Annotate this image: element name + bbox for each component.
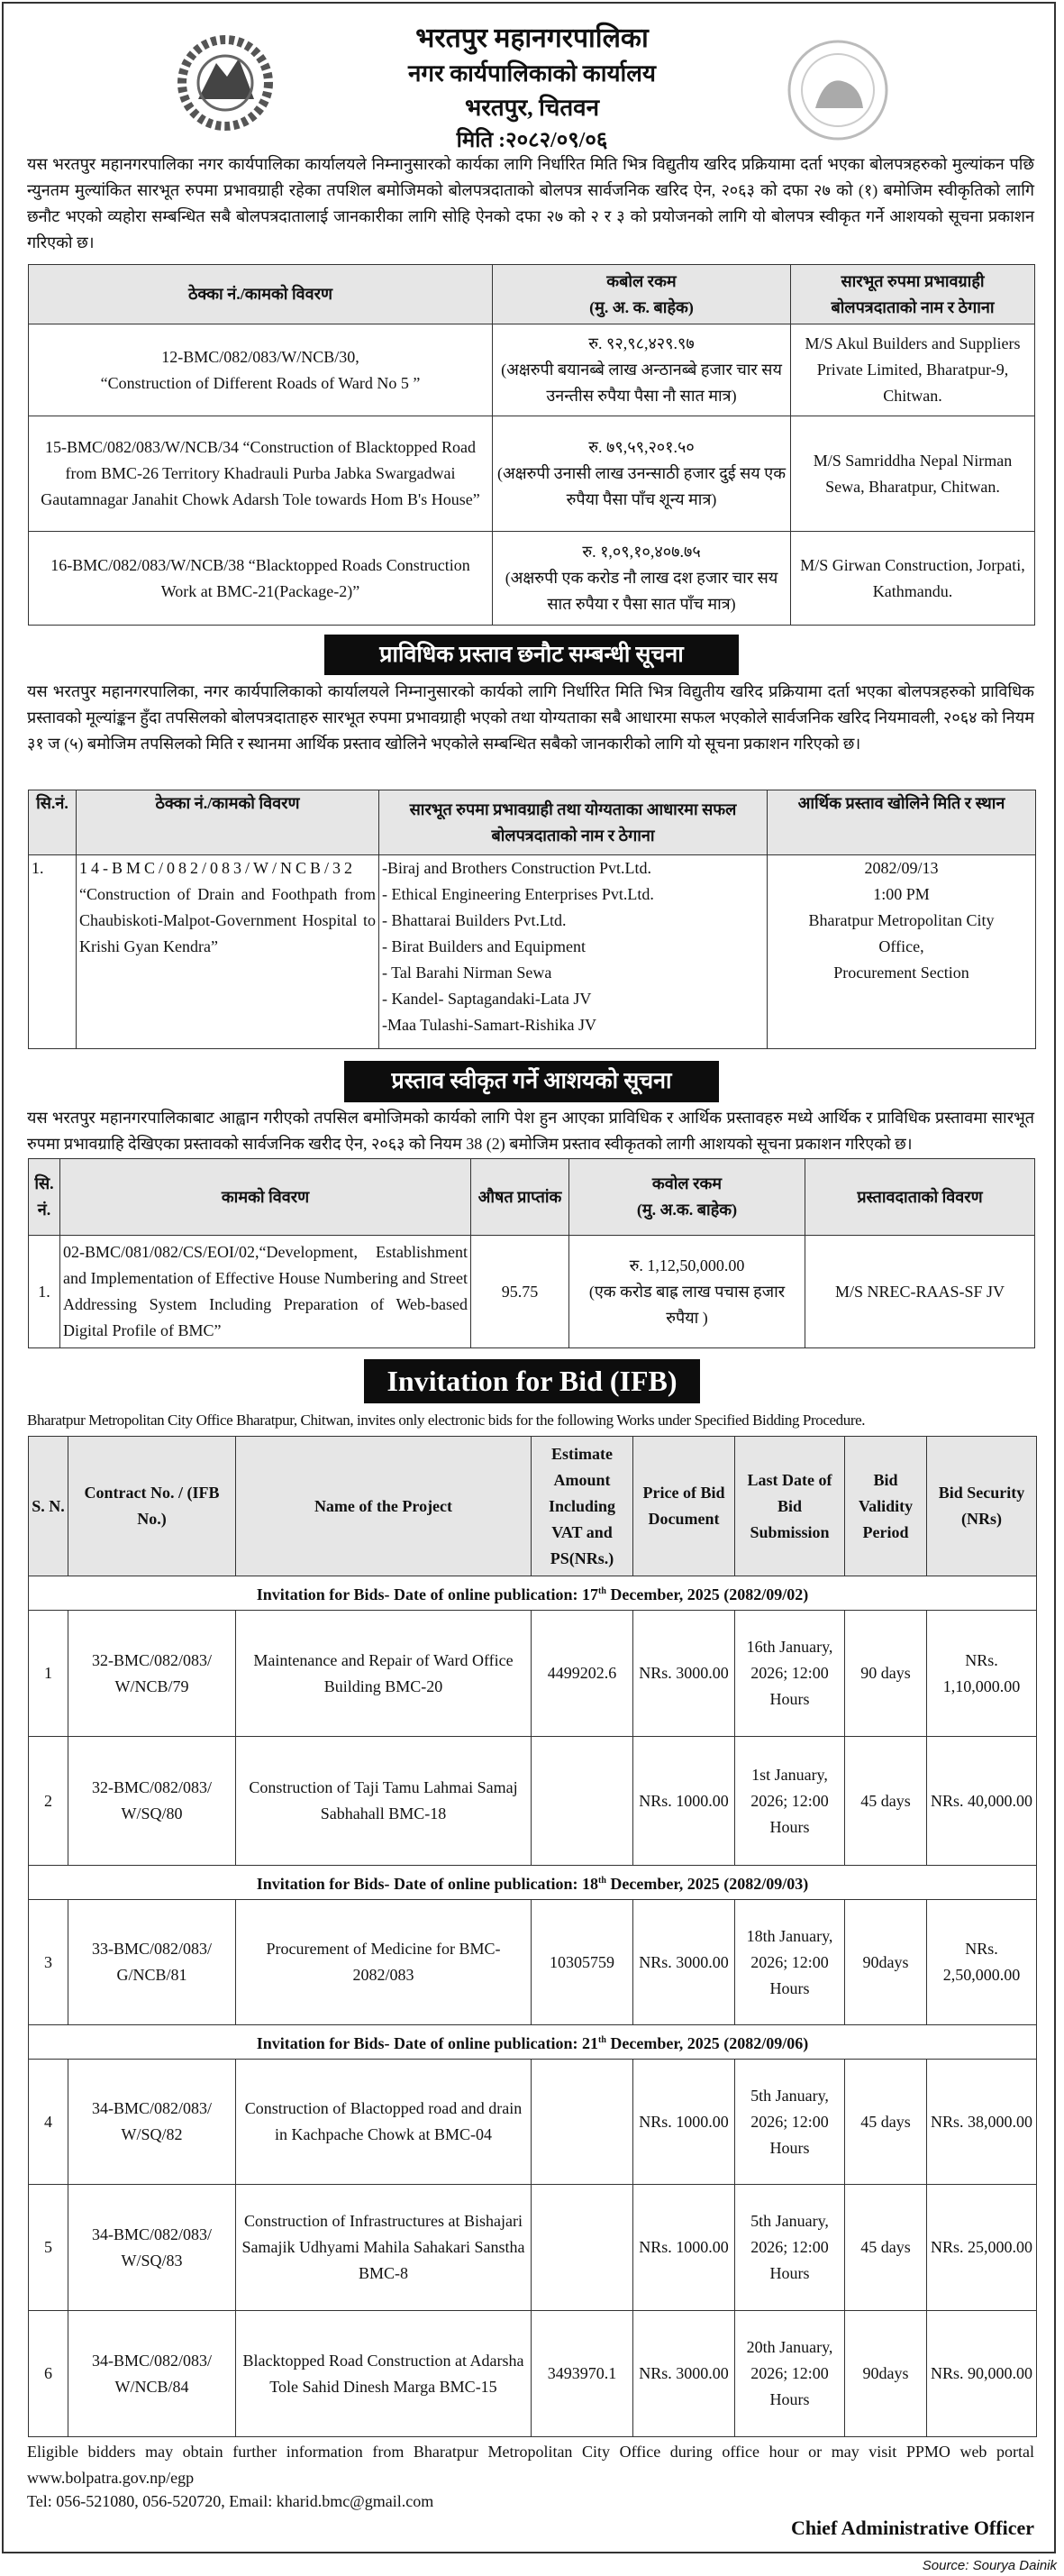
table-row: 15-BMC/082/083/W/NCB/34 “Construction of Blacktopped Road from BMC-26 Territory Khadrauli Purba Jabka Swargadwai Gautamnagar Janahit Chowk Adarsh Tole towards Hom B's House” रु. ७९,५९,२०१.५० (अक्षरुपी उनासी लाख उनन्साठी हजार दुई सय एक रुपैया पैसा पाँच शून्य मात्र) M/S Samriddha Nepal Nirman Sewa, Bharatpur, Chitwan.: [29, 416, 1035, 532]
col-contract: ठेक्का नं./कामको विवरण: [29, 265, 493, 324]
table-row: [29, 1737, 1037, 1866]
cell-price: NRs. 3000.00: [633, 1611, 735, 1737]
cell-estimate: 3493970.1: [532, 2311, 633, 2437]
notice3-title: प्रस्ताव स्वीकृत गर्ने आशयको सूचना: [344, 1061, 719, 1102]
table-row: [29, 1900, 1037, 2025]
cell-contract: 32-BMC/082/083/ W/NCB/79: [68, 1611, 236, 1737]
table-row: 1. 14-BMC/082/083/W/NCB/32 “Construction of Drain and Foothpath from Chaubiskoti-Malpot-Government Hospital to Krishi Gyan Kendra” -Biraj and Brothers Construction Pvt.Ltd. - Ethical Engineering Enterprises Pvt.Ltd. - Bhattarai Builders Pvt.Ltd. - Birat Builders and Equipment - Tal Barahi Nirman Sewa - Kandel- Saptagandaki-Lata JV -Maa Tulashi-Samart-Rishika JV 2082/09/13 1:00 PM Bharatpur Metropolitan City Office, Procurement Section: [29, 855, 1036, 1049]
cell-contract: 32-BMC/082/083/ W/SQ/80: [68, 1737, 236, 1866]
cell-sn: 1: [29, 1611, 68, 1737]
cell-sn: 4: [29, 2060, 68, 2185]
table-row: 12-BMC/082/083/W/NCB/30, “Construction of Different Roads of Ward No 5 ” रु. ९२,९८,४२९.९७ (अक्षरुपी बयानब्बे लाख अन्ठानब्बे हजार चार सय उनन्तीस रुपैया पैसा नौ सात मात्र) M/S Akul Builders and Suppliers Private Limited, Bharatpur-9, Chitwan.: [29, 324, 1035, 416]
cell-estimate: [532, 2185, 633, 2311]
cell-validity: 90days: [845, 1900, 927, 2025]
cell-estimate: [532, 1737, 633, 1866]
cell-validity: 90days: [845, 2311, 927, 2437]
signatory: Chief Administrative Officer: [790, 2517, 1034, 2539]
col-amount: कबोल रकम (मु. अ. क. बाहेक): [493, 265, 791, 324]
cell-contract: 34-BMC/082/083/ W/SQ/83: [68, 2185, 236, 2311]
notice2-paragraph: यस भरतपुर महानगरपालिका, नगर कार्यपालिकाको कार्यालयले निम्नानुसारको कार्यको लागि निर्धारित मिति भित्र विद्युतीय खरिद प्रक्रियामा दर्ता भएका बोलपत्रहरुको प्राविधिक प्रस्तावको मूल्यांङ्कन हुँदा तपसिलको बोलपत्रदाताहरु सारभूत रुपमा प्रभावग्राही भएको तथा योग्यताका सबै आधारमा सफल भएकोले सार्वजनिक खरिद नियमावली, २०६४ को नियम ३१ ज (५) बमोजिम तपसिलको मिति र स्थानमा आर्थिक प्रस्ताव खोलिने भएकोले सम्बन्धित सबैको जानकारीको लागि यो सूचना प्रकाशन गरिएको छ।: [27, 682, 1034, 753]
cell-sn: 5: [29, 2185, 68, 2311]
table-row: [29, 2311, 1037, 2437]
ifb-intro: Bharatpur Metropolitan City Office Bharatpur, Chitwan, invites only electronic bids for the following Works under Specified Bidding Procedure.: [27, 1411, 866, 1429]
office-title: नगर कार्यपालिकाको कार्यालय: [408, 60, 656, 87]
footer-info: Eligible bidders may obtain further information from Bharatpur Metropolitan City Office during office hour or may visit PPMO web portal www.bolpatra.gov.np/egp: [27, 2443, 1034, 2487]
cell-estimate: 4499202.6: [532, 1611, 633, 1737]
cell-security: NRs. 25,000.00: [927, 2185, 1037, 2311]
notice1-paragraph: यस भरतपुर महानगरपालिका नगर कार्यपालिका कार्यालयले निम्नानुसारको कार्यका लागि निर्धारित मिति भित्र विद्युतीय खरिद प्रक्रियामा दर्ता भएका बोलपत्रहरुको मुल्यांकन पछि न्युनतम मुल्यांकित सारभूत रुपमा प्रभावग्राही रहेका तपशिल बमोजिमको बोलपत्रदाताको बोलपत्र सार्वजनिक खरिद ऐन, २०६३ को दफा २७ को (१) बमोजिम स्वीकृतिको लागि छनौट भएको व्यहोरा सम्बन्धित सबै बोलपत्रदातालाई जानकारीका लागि सोहि ऐनको दफा २७ को २ र ३ को प्रयोजनको लागि यो बोलपत्र स्वीकृत गर्ने आशयको सूचना प्रकाशन गरिएको छ।: [27, 155, 1034, 251]
table-row: [29, 2185, 1037, 2311]
cell-security: NRs. 2,50,000.00: [927, 1900, 1037, 2025]
source-credit: Source: Sourya Dainik: [922, 2558, 1057, 2573]
cell-contract: 34-BMC/082/083/ W/SQ/82: [68, 2060, 236, 2185]
notice-date: मिति :२०८२/०९/०६: [456, 129, 608, 152]
location: भरतपुर, चितवन: [464, 95, 600, 121]
ifb-group-header: Invitation for Bids- Date of online publication: 21th December, 2025 (2082/09/06): [29, 2025, 1037, 2060]
cell-project: Construction of Blactopped road and drain in Kachpache Chowk at BMC-04: [236, 2060, 532, 2185]
cell-price: NRs. 1000.00: [633, 1737, 735, 1866]
cell-last_date: 1st January, 2026; 12:00 Hours: [735, 1737, 845, 1866]
notice2-title: प्राविधिक प्रस्ताव छनौट सम्बन्धी सूचना: [324, 635, 739, 675]
cell-project: Construction of Taji Tamu Lahmai Samaj Sabhahall BMC-18: [236, 1737, 532, 1866]
cell-security: NRs. 40,000.00: [927, 1737, 1037, 1866]
table-row: [29, 2060, 1037, 2185]
cell-price: NRs. 1000.00: [633, 2185, 735, 2311]
ifb-title: Invitation for Bid (IFB): [364, 1359, 700, 1403]
cell-sn: 6: [29, 2311, 68, 2437]
cell-validity: 45 days: [845, 1737, 927, 1866]
cell-sn: 2: [29, 1737, 68, 1866]
cell-validity: 45 days: [845, 2060, 927, 2185]
notice3-paragraph: यस भरतपुर महानगरपालिकाबाट आह्वान गरीएको तपसिल बमोजिमको कार्यको लागि पेश हुन आएका प्राविधिक र आर्थिक प्रस्तावहरु मध्ये आर्थिक र प्राविधिक प्रस्तावमा सारभूत रुपमा प्रभावग्राहि देखिएका प्रस्तावको सार्वजनिक खरीद ऐन, २०६३ को नियम 38 (2) बमोजिम प्रस्ताव स्वीकृतको लागी आशयको सूचना प्रकाशन गरिएको छ।: [27, 1109, 1034, 1153]
cell-project: Maintenance and Repair of Ward Office Building BMC-20: [236, 1611, 532, 1737]
notice2-table: सि.नं. ठेक्का नं./कामको विवरण सारभूत रुपमा प्रभावग्राही तथा योग्यताका आधारमा सफल बोलपत्रदाताको नाम र ठेगाना आर्थिक प्रस्ताव खोलिने मिति र स्थान 1. 14-BMC/082/083/W/NCB/32 “Construction of Drain and Foothpath from Chaubiskoti-Malpot-Government Hospital to Krishi Gyan Kendra” -Biraj and Brothers Construction Pvt.Ltd. - Ethical Engineering Enterprises Pvt.Ltd. - Bhattarai Builders Pvt.Ltd. - Birat Builders and Equipment - Tal Barahi Nirman Sewa - Kandel- Saptagandaki-Lata JV -Maa Tulashi-Samart-Rishika JV 2082/09/13 1:00 PM Bharatpur Metropolitan City Office, Procurement Section: [28, 790, 1036, 1049]
cell-estimate: [532, 2060, 633, 2185]
cell-price: NRs. 1000.00: [633, 2060, 735, 2185]
notice1-table: [28, 264, 1035, 626]
cell-last_date: 5th January, 2026; 12:00 Hours: [735, 2185, 845, 2311]
cell-validity: 45 days: [845, 2185, 927, 2311]
table-row: [29, 1611, 1037, 1737]
cell-contract: 33-BMC/082/083/ G/NCB/81: [68, 1900, 236, 2025]
cell-last_date: 20th January, 2026; 12:00 Hours: [735, 2311, 845, 2437]
cell-security: NRs. 38,000.00: [927, 2060, 1037, 2185]
notice3-table: सि. नं. कामको विवरण औषत प्राप्तांक कवोल रकम (मु. अ.क. बाहेक) प्रस्तावदाताको विवरण 1. 02-BMC/081/082/CS/EOI/02,“Development, Establishment and Implementation of Effective House Numbering and Street Addressing System Including Preparation of Web-based Digital Profile of BMC” 95.75 रु. 1,12,50,000.00 (एक करोड बाह्र लाख पचास हजार रुपैया ) M/S NREC-RAAS-SF JV: [28, 1158, 1035, 1348]
ifb-group-header: Invitation for Bids- Date of online publication: 17th December, 2025 (2082/09/02): [29, 1576, 1037, 1611]
cell-security: NRs. 90,000.00: [927, 2311, 1037, 2437]
ifb-table: S. N. Contract No. / (IFB No.) Name of the Project Estimate Amount Including VAT and PS(NRs.) Price of Bid Document Last Date of Bid Submission Bid Validity Period Bid Security (NRs) Invitation for Bids- Date of online publication: 17th December, 2025 (2082/09/02) 1 32-BMC/082/083/ W/NCB/79 Maintenance and Repair of Ward Office Building BMC-20 4499202.6 NRs. 3000.00 16th January, 2026; 12:00 Hours 90 days NRs. 1,10,000.00 2 32-BMC/082/083/ W/SQ/80 Construction of Taji Tamu Lahmai Samaj Sabhahall BMC-18 NRs. 1000.00 1st January, 2026; 12:00 Hours 45 days NRs. 40,000.00 Invitation for Bids- Date of online publication: 18th December, 2025 (2082/09/03) 3 33-BMC/082/083/ G/NCB/81 Procurement of Medicine for BMC-2082/083 10305759 NRs. 3000.00 18th January, 2026; 12:00 Hours 90days NRs. 2,50,000.00 Invitation for Bids- Date of online publication: 21th December, 2025 (2082/09/06) 4 34-BMC/082/083/ W/SQ/82 Construction of Blactopped road and drain in Kachpache Chowk at BMC-04 NRs. 1000.00 5th January, 2026; 12:00 Hours 45 days NRs. 38,000.00 5 34-BMC/082/083/ W/SQ/83 Construction of Infrastructures at Bishajari Samajik Udhyami Mahila Sahakari Sanstha BMC-8 NRs. 1000.00 5th January, 2026; 12:00 Hours 45 days NRs. 25,000.00 6 34-BMC/082/083/ W/NCB/84 Blacktopped Road Construction at Adarsha Tole Sahid Dinesh Marga BMC-15 3493970.1 NRs. 3000.00 20th January, 2026; 12:00 Hours 90days NRs. 90,000.00: [28, 1436, 1037, 2437]
cell-last_date: 16th January, 2026; 12:00 Hours: [735, 1611, 845, 1737]
cell-price: NRs. 3000.00: [633, 1900, 735, 2025]
cell-last_date: 5th January, 2026; 12:00 Hours: [735, 2060, 845, 2185]
cell-security: NRs. 1,10,000.00: [927, 1611, 1037, 1737]
municipality-title: भरतपुर महानगरपालिका: [415, 23, 649, 53]
cell-sn: 3: [29, 1900, 68, 2025]
cell-last_date: 18th January, 2026; 12:00 Hours: [735, 1900, 845, 2025]
table-row: 1. 02-BMC/081/082/CS/EOI/02,“Development, Establishment and Implementation of Effective House Numbering and Street Addressing System Including Preparation of Web-based Digital Profile of BMC” 95.75 रु. 1,12,50,000.00 (एक करोड बाह्र लाख पचास हजार रुपैया ) M/S NREC-RAAS-SF JV: [29, 1236, 1035, 1348]
cell-estimate: 10305759: [532, 1900, 633, 2025]
cell-project: Construction of Infrastructures at Bishajari Samajik Udhyami Mahila Sahakari Sanstha BMC-8: [236, 2185, 532, 2311]
cell-contract: 34-BMC/082/083/ W/NCB/84: [68, 2311, 236, 2437]
cell-validity: 90 days: [845, 1611, 927, 1737]
cell-project: Procurement of Medicine for BMC-2082/083: [236, 1900, 532, 2025]
table-row: 16-BMC/082/083/W/NCB/38 “Blacktopped Roads Construction Work at BMC-21(Package-2)” रु. १,०९,१०,४०७.७५ (अक्षरुपी एक करोड नौ लाख दश हजार चार सय सात रुपैया र पैसा सात पाँच मात्र) M/S Girwan Construction, Jorpati, Kathmandu.: [29, 532, 1035, 626]
ifb-group-header: Invitation for Bids- Date of online publication: 18th December, 2025 (2082/09/03): [29, 1866, 1037, 1900]
cell-price: NRs. 3000.00: [633, 2311, 735, 2437]
col-bidder: सारभूत रुपमा प्रभावग्राही बोलपत्रदाताको नाम र ठेगाना: [791, 265, 1035, 324]
cell-project: Blacktopped Road Construction at Adarsha Tole Sahid Dinesh Marga BMC-15: [236, 2311, 532, 2437]
footer-contact: Tel: 056-521080, 056-520720, Email: kharid.bmc@gmail.com: [27, 2492, 434, 2510]
